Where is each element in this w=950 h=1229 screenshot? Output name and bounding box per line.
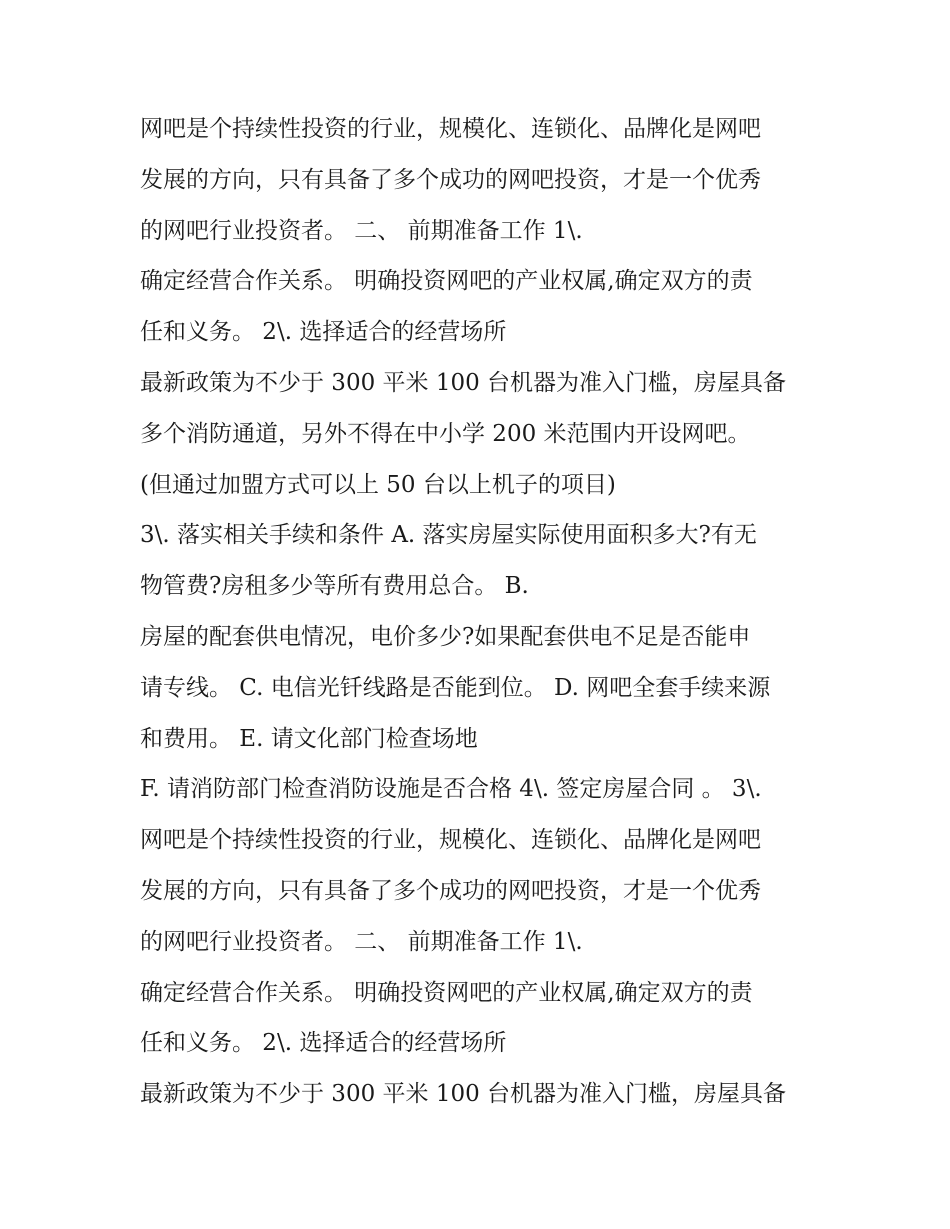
text-line: 3\. 落实相关手续和条件 A. 落实房屋实际使用面积多大?有无 [140, 522, 757, 549]
text-line: 请专线。 C. 电信光钎线路是否能到位。 D. 网吧全套手续来源 [140, 674, 771, 701]
text-line: (但通过加盟方式可以上 50 台以上机子的项目) [140, 471, 616, 498]
text-line: 网吧是个持续性投资的行业，规模化、连锁化、品牌化是网吧 [140, 827, 761, 854]
document-body [140, 104, 840, 1120]
text-line: F. 请消防部门检查消防设施是否合格 4\. 签定房屋合同 。 3\. [140, 776, 762, 803]
text-line: 和费用。 E. 请文化部门检查场地 [140, 725, 478, 752]
text-line: 最新政策为不少于 300 平米 100 台机器为准入门槛，房屋具备 [140, 369, 787, 396]
text-line: 网吧是个持续性投资的行业，规模化、连锁化、品牌化是网吧 [140, 116, 761, 142]
text-line: 发展的方向，只有具备了多个成功的网吧投资，才是一个优秀 [140, 877, 761, 904]
text-line: 的网吧行业投资者。 二、 前期准备工作 1\. [140, 217, 583, 244]
text-line: 多个消防通道，另外不得在中小学 200 米范围内开设网吧。 [140, 420, 751, 447]
text-line: 物管费?房租多少等所有费用总合。 B. [140, 573, 529, 600]
text-line: 的网吧行业投资者。 二、 前期准备工作 1\. [140, 928, 583, 955]
text-line: 任和义务。 2\. 选择适合的经营场所 [140, 1030, 507, 1057]
text-line: 发展的方向，只有具备了多个成功的网吧投资，才是一个优秀 [140, 166, 761, 193]
text-line: 任和义务。 2\. 选择适合的经营场所 [140, 319, 507, 346]
text-line: 确定经营合作关系。 明确投资网吧的产业权属,确定双方的责 [140, 268, 753, 295]
text-line: 确定经营合作关系。 明确投资网吧的产业权属,确定双方的责 [140, 979, 753, 1006]
text-line: 房屋的配套供电情况，电价多少?如果配套供电不足是否能申 [140, 623, 751, 650]
text-line: 最新政策为不少于 300 平米 100 台机器为准入门槛，房屋具备 [140, 1081, 787, 1108]
